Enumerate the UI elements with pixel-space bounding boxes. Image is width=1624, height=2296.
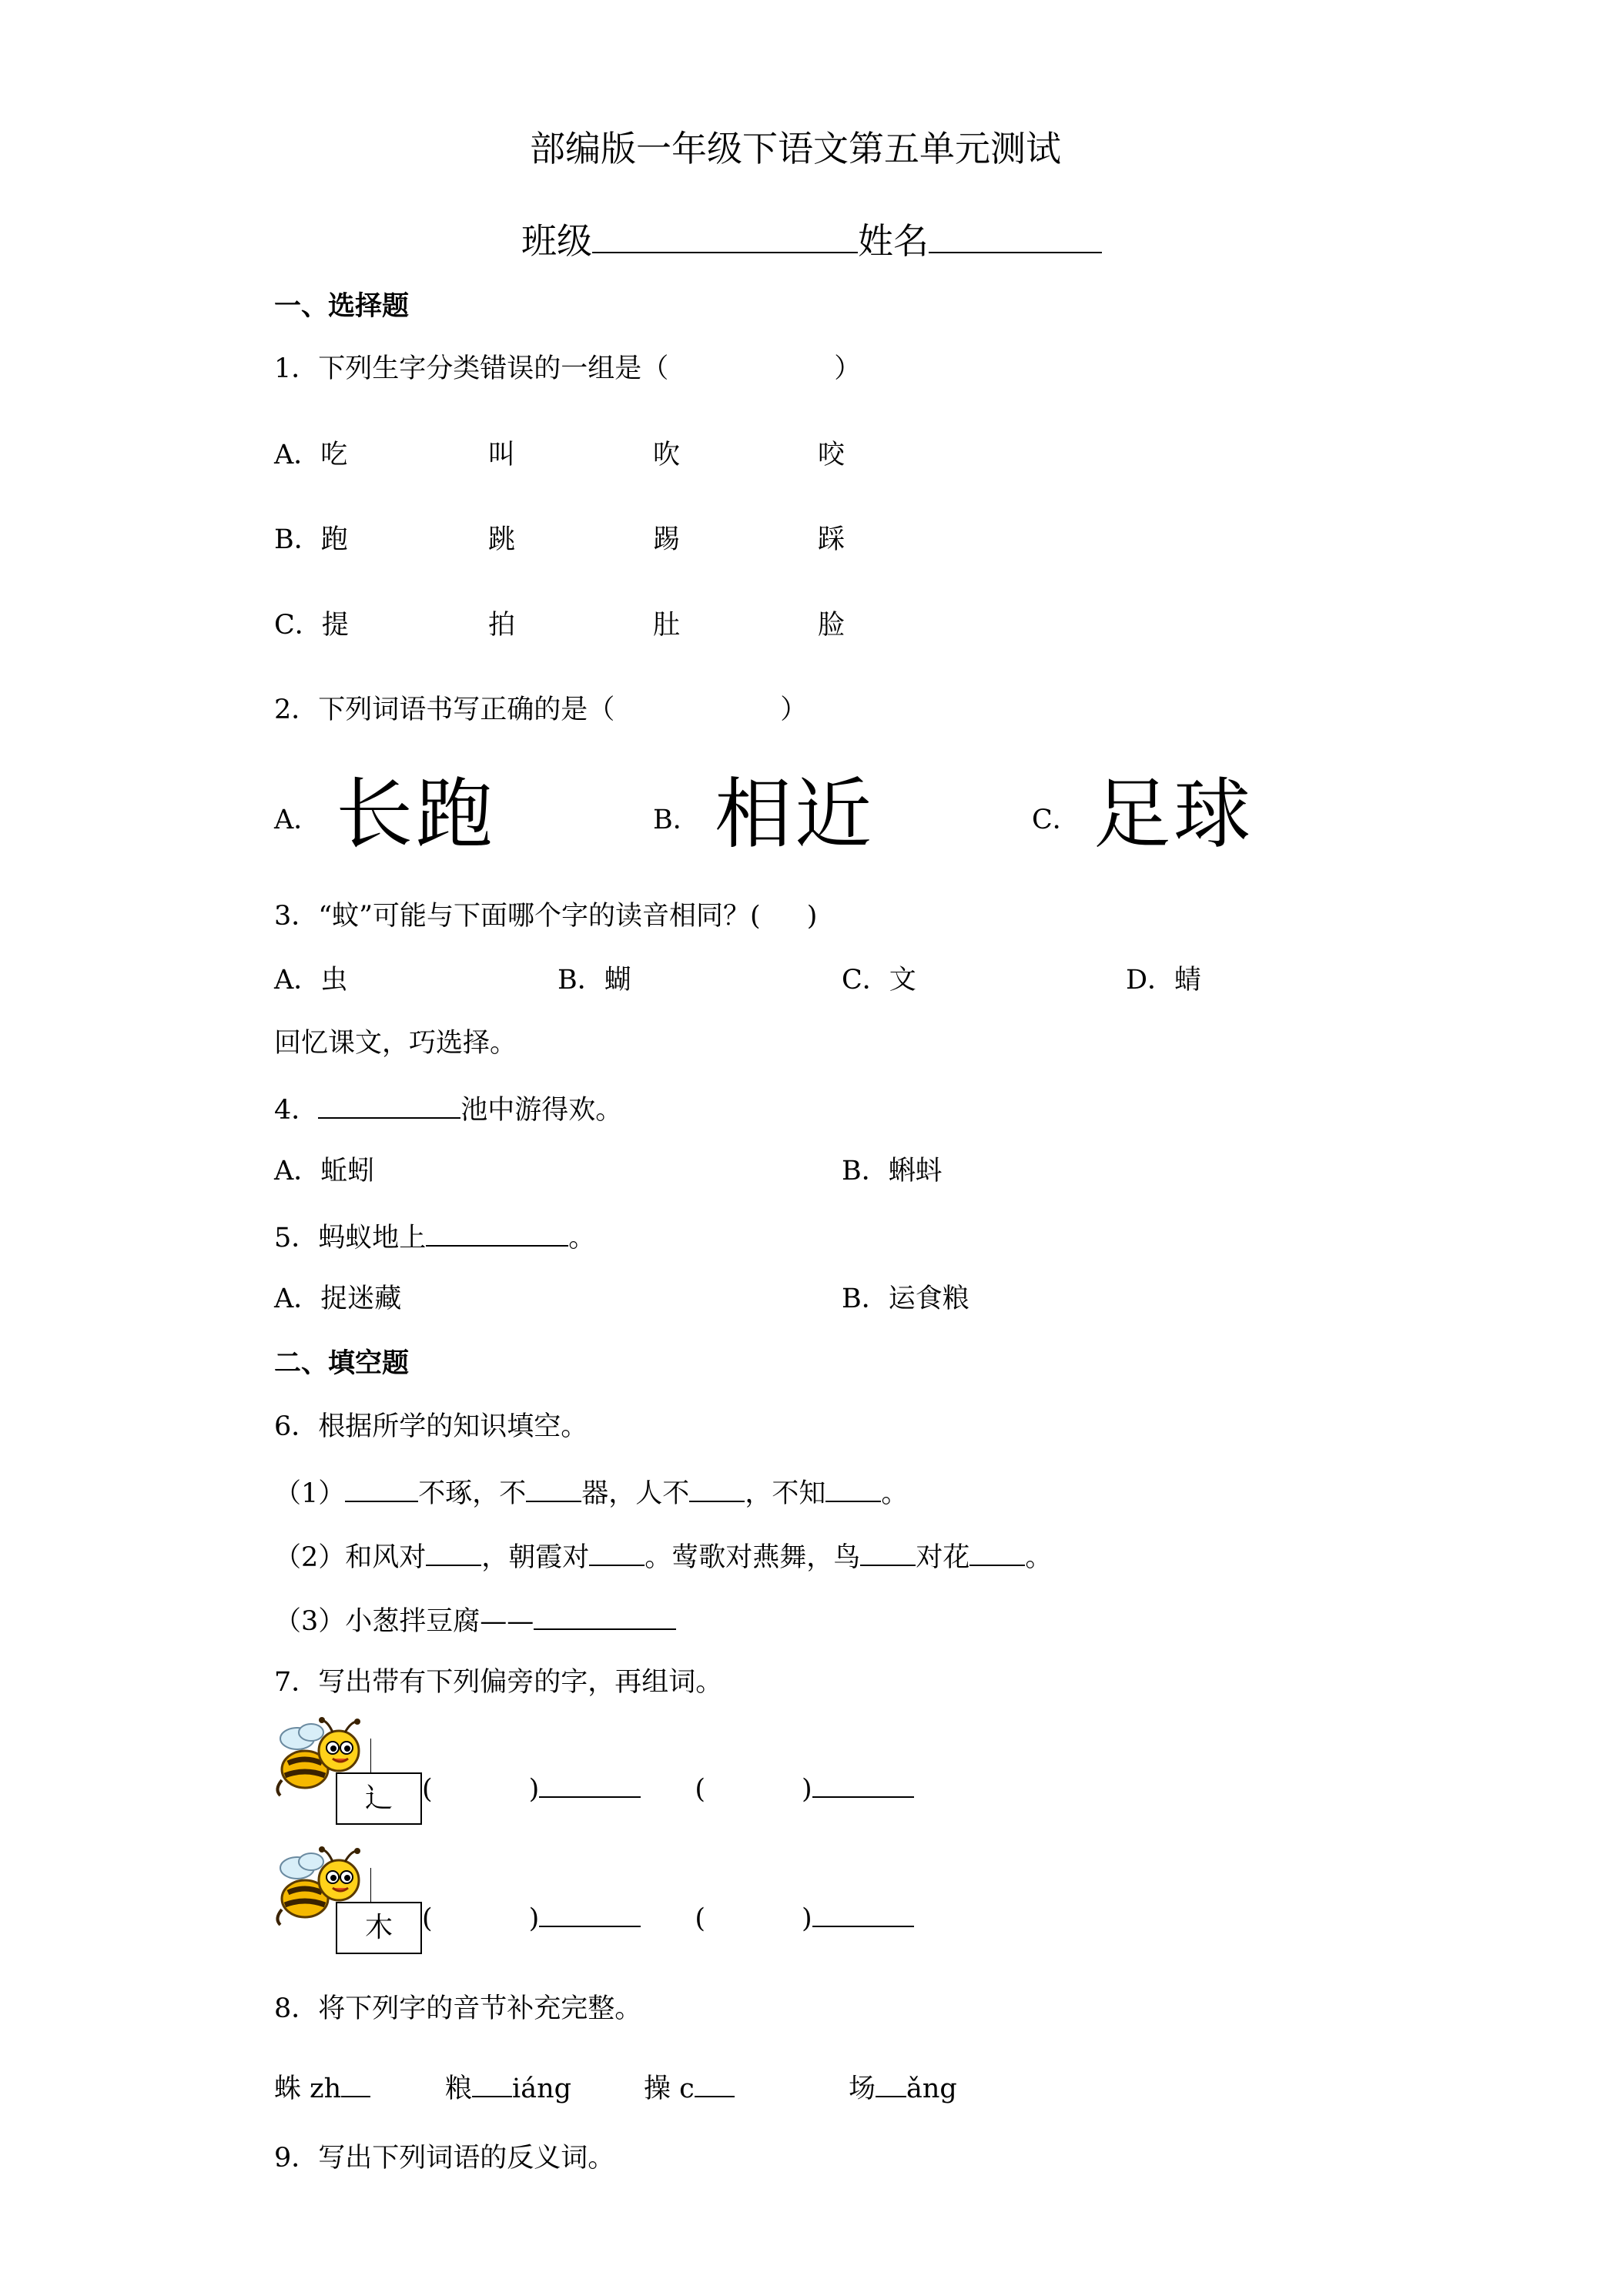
q8-item2 (445, 2073, 571, 2103)
q3-option-d: D．蜻 (1126, 965, 1202, 996)
q2-option-c-handwriting: 足球 (1093, 769, 1254, 859)
class-name-line (521, 220, 1102, 262)
q6-part1-e: 。 (881, 1478, 909, 1509)
q4-stem (274, 1094, 622, 1124)
q8-item2-text: 粮 (445, 2073, 473, 2104)
q1-option-b-label: B．跑 (274, 524, 348, 555)
q8-item1 (274, 2073, 370, 2103)
q6-part2-blank1[interactable] (426, 1541, 481, 1566)
q4-number: 4． (274, 1095, 319, 1126)
q7-stem: 7．写出带有下列偏旁的字，再组词。 (274, 1667, 723, 1698)
q6-part1-blank2[interactable] (526, 1478, 581, 1502)
q1-option-b-char4: 踩 (818, 524, 845, 555)
name-label: 姓名 (858, 220, 929, 262)
q6-part3-a: （3）小葱拌豆腐—— (274, 1606, 534, 1637)
q1-option-b-char2: 跳 (488, 524, 516, 555)
q7-row1-answers (422, 1773, 914, 1803)
q6-part2-d: 对花 (916, 1542, 970, 1573)
q8-item4 (849, 2073, 957, 2103)
q6-part1-blank4[interactable] (825, 1478, 881, 1502)
q8-item3-text: 操 c (644, 2073, 695, 2104)
q2-option-b-handwriting: 相近 (715, 769, 875, 859)
q2-option-a-handwriting: 长跑 (336, 769, 496, 859)
q1-close: ） (834, 353, 862, 384)
q6-part1-b: 不琢，不 (418, 1478, 527, 1509)
q6-part2-e: 。 (1025, 1542, 1053, 1573)
q9-stem: 9．写出下列词语的反义词。 (274, 2143, 615, 2174)
q6-part2 (274, 1541, 1052, 1571)
q7-row1-word2-blank[interactable] (812, 1773, 914, 1798)
q6-part2-b: ，朝霞对 (481, 1542, 590, 1573)
q7-row2-paren-close2: ) (801, 1903, 812, 1934)
q1-option-c-char4: 脸 (818, 610, 845, 641)
q7-row1-paren-open1: ( (422, 1774, 433, 1805)
q7-row1-paren-close1: ) (528, 1774, 540, 1805)
q1-option-a-char2: 叫 (488, 440, 516, 470)
q1-option-a-char4: 咬 (818, 440, 845, 470)
q8-item4-blank[interactable] (876, 2073, 906, 2097)
q7-row2-paren-close1: ) (528, 1903, 540, 1934)
q2-option-c-label: C． (1032, 805, 1080, 835)
q4-stem-suffix: 池中游得欢。 (460, 1095, 623, 1126)
q7-row1-word1-blank[interactable] (539, 1773, 641, 1798)
q5-end: 。 (568, 1223, 596, 1253)
q7-row2-answers (422, 1903, 914, 1933)
q1-stem-text: 1．下列生字分类错误的一组是（ (274, 353, 669, 384)
q6-part2-blank4[interactable] (969, 1541, 1025, 1566)
section-fill-heading: 二、填空题 (274, 1347, 410, 1379)
q8-item2-tail: iáng (512, 2073, 572, 2104)
radical-box-mu: 木 (336, 1902, 422, 1954)
q1-stem (274, 353, 862, 384)
q5-stem (274, 1222, 595, 1252)
q5-option-a: A．捉迷藏 (274, 1284, 402, 1314)
q2-option-b-label: B． (653, 805, 700, 835)
q6-part1 (274, 1478, 908, 1508)
q7-row1-paren-close2: ) (801, 1774, 812, 1805)
q6-part1-c: 器，人不 (581, 1478, 690, 1509)
q1-option-a-label: A．吃 (274, 440, 348, 470)
q6-part2-blank2[interactable] (589, 1541, 645, 1566)
class-label: 班级 (521, 220, 592, 262)
q3-stem-text: 3．“蚊”可能与下面哪个字的读音相同？( (274, 901, 761, 932)
q2-stem-text: 2．下列词语书写正确的是（ (274, 694, 615, 725)
q6-part1-a: （1） (274, 1478, 346, 1509)
q3-close: ) (806, 901, 818, 932)
q2-option-a-label: A． (274, 805, 321, 835)
q5-option-b: B．运食粮 (842, 1284, 969, 1314)
q8-stem: 8．将下列字的音节补充完整。 (274, 1993, 642, 2024)
q8-item1-blank[interactable] (341, 2073, 370, 2097)
q8-item2-blank[interactable] (472, 2073, 512, 2097)
q8-item1-text: 蛛 zh (274, 2073, 342, 2104)
q5-blank[interactable] (426, 1222, 568, 1247)
q1-option-c-char2: 拍 (488, 610, 516, 641)
q6-part1-d: ，不知 (745, 1478, 826, 1509)
q6-part3 (274, 1605, 676, 1635)
q5-stem-text: 5．蚂蚁地上 (274, 1223, 427, 1253)
q6-stem: 6．根据所学的知识填空。 (274, 1411, 588, 1442)
q7-row2-word2-blank[interactable] (812, 1903, 914, 1927)
section-choice-heading: 一、选择题 (274, 290, 410, 322)
q1-option-a-char3: 吹 (653, 440, 681, 470)
name-blank[interactable] (929, 229, 1102, 253)
q1-option-c-label: C．提 (274, 610, 349, 641)
q6-part2-a: （2）和风对 (274, 1542, 427, 1573)
q6-part1-blank3[interactable] (689, 1478, 745, 1502)
q3-option-c: C．文 (842, 965, 916, 996)
q4-blank[interactable] (318, 1094, 460, 1119)
q8-item4-tail: ǎng (906, 2073, 957, 2104)
q2-stem (274, 694, 808, 725)
q2-close: ） (780, 694, 808, 725)
q7-row2-paren-open1: ( (422, 1903, 433, 1934)
q8-item3-blank[interactable] (695, 2073, 735, 2097)
q6-part1-blank1[interactable] (345, 1478, 418, 1502)
class-blank[interactable] (592, 229, 858, 253)
q4-option-a: A．蚯蚓 (274, 1156, 375, 1186)
q1-option-c-char3: 肚 (653, 610, 681, 641)
radical-box-chuo: 辶 (336, 1772, 422, 1825)
q8-item4-text: 场 (849, 2073, 876, 2104)
q7-row2-word1-blank[interactable] (539, 1903, 641, 1927)
page-title: 部编版一年级下语文第五单元测试 (530, 128, 1061, 169)
q1-option-b-char3: 踢 (653, 524, 681, 555)
recall-instruction: 回忆课文，巧选择。 (274, 1028, 517, 1059)
q3-option-b: B．蝴 (558, 965, 631, 996)
q7-row1-paren-open2: ( (695, 1774, 705, 1805)
q3-option-a: A．虫 (274, 965, 348, 996)
q6-part2-blank3[interactable] (860, 1541, 916, 1566)
q6-part3-blank[interactable] (534, 1605, 676, 1630)
q8-item3 (644, 2073, 735, 2103)
q6-part2-c: 。莺歌对燕舞，鸟 (645, 1542, 861, 1573)
q3-stem (274, 903, 817, 930)
q7-row2-paren-open2: ( (695, 1903, 705, 1934)
q4-option-b: B．蝌蚪 (842, 1156, 943, 1186)
